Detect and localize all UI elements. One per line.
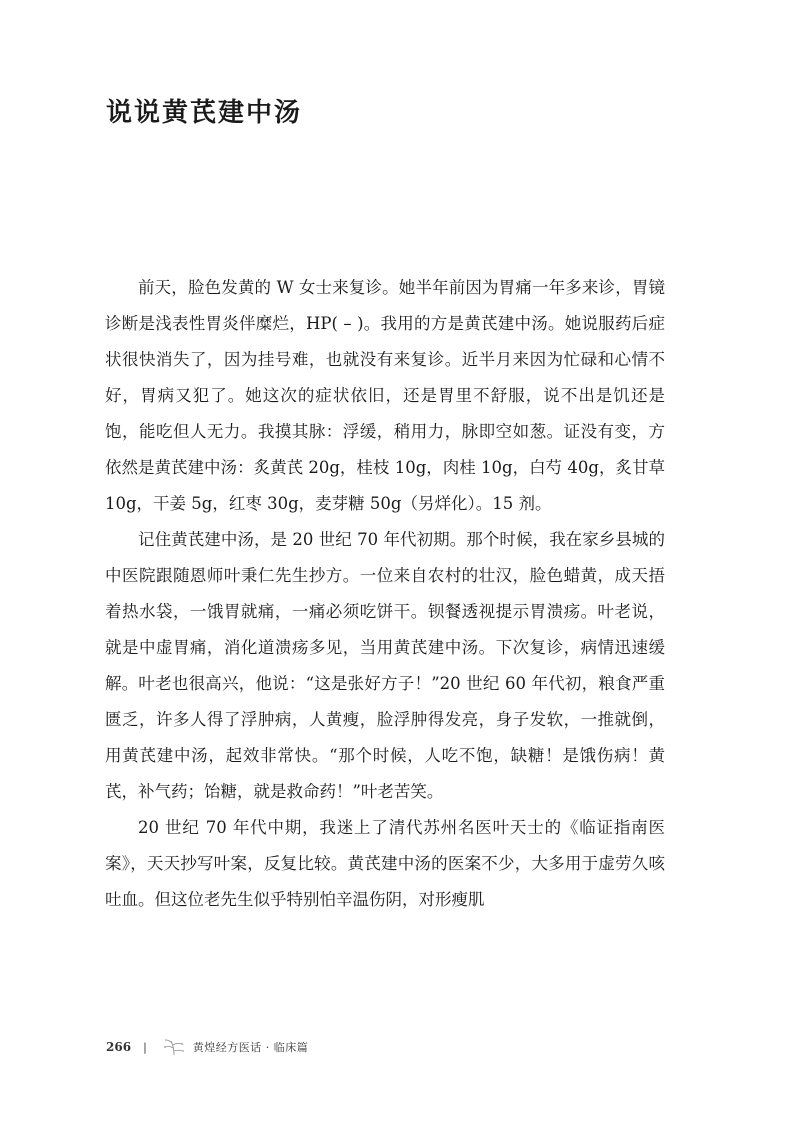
paragraph: 20 世纪 70 年代中期，我迷上了清代苏州名医叶天士的《临证指南医案》，天天抄写叶案，反复比较。黄芪建中汤的医案不少，大多用于虚劳久咳吐血。但这位老先生似乎特别怕辛温伤阴，对形瘦肌 (105, 818, 665, 909)
body-text (105, 270, 665, 918)
footer-separator: | (143, 1040, 147, 1054)
book-title: 黄煌经方医话 · 临床篇 (192, 1041, 309, 1054)
page-footer (106, 1038, 308, 1056)
paragraph: 记住黄芪建中汤，是 20 世纪 70 年代初期。那个时候，我在家乡县城的中医院跟随恩师叶秉仁先生抄方。一位来自农村的壮汉，脸色蜡黄，成天捂着热水袋，一饿胃就痛，一痛必须吃饼干。钡餐透视提示胃溃疡。叶老说，就是中虚胃痛，消化道溃疡多见，当用黄芪建中汤。下次复诊，病情迅速缓解。叶老也很高兴，他说：“这是张好方子！”20 世纪 60 年代初，粮食严重匮乏，许多人得了浮肿病，人黄瘦，脸浮肿得发亮，身子发软，一推就倒，用黄芪建中汤，起效非常快。“那个时候，人吃不饱，缺糖！是饿伤病！黄芪，补气药；饴糖，就是救命药！”叶老苦笑。 (105, 530, 665, 801)
page-number: 266 (106, 1040, 132, 1054)
page-title: 说说黄芪建中汤 (106, 98, 303, 128)
paragraph: 前天，脸色发黄的 W 女士来复诊。她半年前因为胃痛一年多来诊，胃镜诊断是浅表性胃炎伴糜烂，HP( – )。我用的方是黄芪建中汤。她说服药后症状很快消失了，因为挂号难，也就没有来复诊。近半月来因为忙碌和心情不好，胃病又犯了。她这次的症状依旧，还是胃里不舒服，说不出是饥还是饱，能吃但人无力。我摸其脉：浮缓，稍用力，脉即空如葱。证没有变，方依然是黄芪建中汤：炙黄芪 20g，桂枝 10g，肉桂 10g，白芍 40g，炙甘草 10g，干姜 5g，红枣 30g，麦芽糖 50g（另烊化）。15 剂。 (105, 278, 665, 513)
plant-ornament-icon (161, 1038, 187, 1056)
